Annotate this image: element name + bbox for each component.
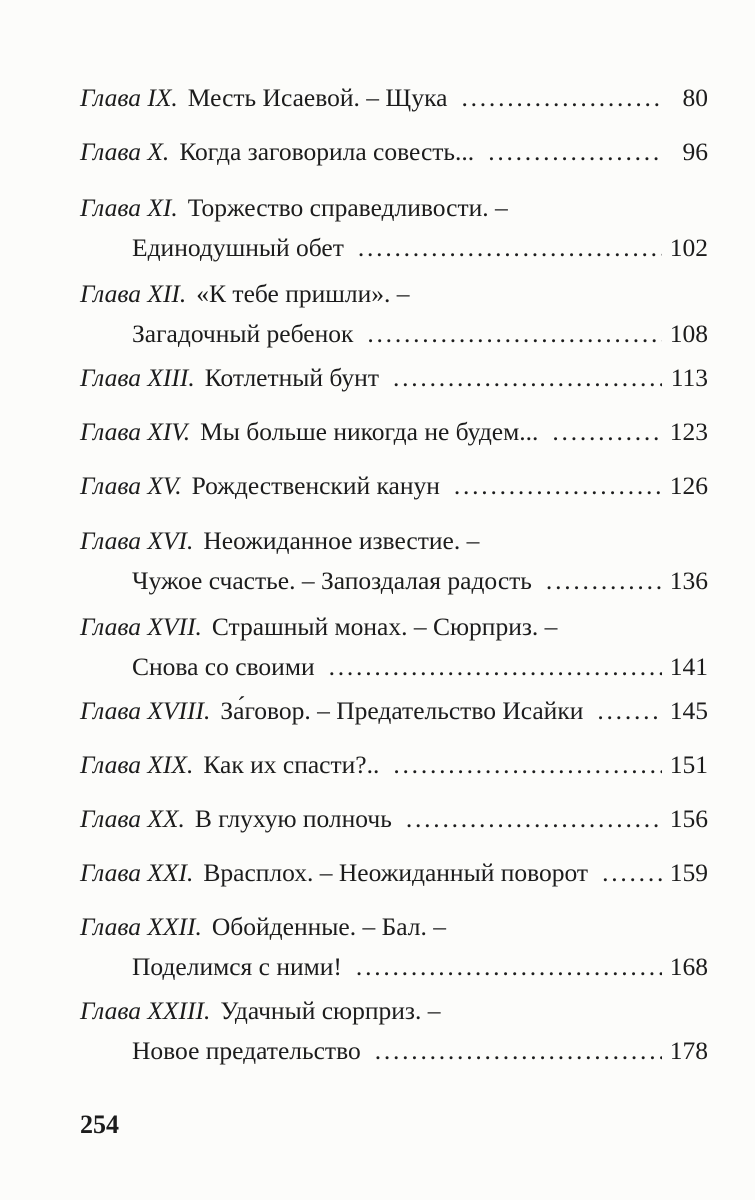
toc-entry bbox=[80, 521, 708, 601]
chapter-title: Обойденные. – Бал. – bbox=[211, 912, 446, 941]
page-ref: 151 bbox=[669, 750, 708, 779]
chapter-title: Мы больше никогда не будем... bbox=[200, 417, 539, 446]
chapter-label: Глава IX. bbox=[80, 83, 178, 112]
chapter-label: Глава XVII. bbox=[80, 612, 202, 641]
toc-entry bbox=[80, 907, 708, 987]
chapter-title: За́говор. – Предательство Исайки bbox=[220, 696, 584, 725]
chapter-title: «К тебе пришли». – bbox=[196, 279, 410, 308]
chapter-title: Месть Исаевой. – Щука bbox=[187, 83, 448, 112]
toc-line bbox=[80, 466, 708, 506]
chapter-title: Чужое счастье. – Запоздалая радость bbox=[132, 566, 532, 595]
toc-entry bbox=[80, 607, 708, 687]
toc-entry bbox=[80, 78, 708, 118]
chapter-title: Новое предательство bbox=[132, 1036, 361, 1065]
dot-leader bbox=[393, 745, 662, 785]
toc-entry bbox=[80, 132, 708, 172]
dot-leader bbox=[552, 412, 662, 452]
dot-leader bbox=[597, 691, 662, 731]
toc-line bbox=[80, 188, 708, 228]
chapter-title: Как их спасти?.. bbox=[203, 750, 380, 779]
chapter-title: Котлетный бунт bbox=[204, 363, 379, 392]
chapter-title: Рождественский канун bbox=[191, 471, 440, 500]
chapter-label: Глава XIX. bbox=[80, 750, 194, 779]
chapter-title: Единодушный обет bbox=[132, 233, 344, 262]
chapter-label: Глава XII. bbox=[80, 279, 187, 308]
toc-line bbox=[80, 358, 708, 398]
toc-line bbox=[80, 1031, 708, 1071]
toc-line bbox=[80, 132, 708, 172]
chapter-title: Загадочный ребенок bbox=[132, 319, 354, 348]
page-ref: 96 bbox=[682, 137, 708, 166]
toc-line bbox=[80, 991, 708, 1031]
toc-line bbox=[80, 314, 708, 354]
toc-entry bbox=[80, 188, 708, 268]
chapter-title: Удачный сюрприз. – bbox=[220, 996, 441, 1025]
toc-line bbox=[80, 907, 708, 947]
toc-line bbox=[80, 228, 708, 268]
dot-leader bbox=[375, 1031, 662, 1071]
toc-line bbox=[80, 561, 708, 601]
page-ref: 113 bbox=[670, 363, 708, 392]
toc-line bbox=[80, 521, 708, 561]
toc-entry bbox=[80, 274, 708, 354]
chapter-label: Глава XVI. bbox=[80, 526, 194, 555]
chapter-label: Глава XXIII. bbox=[80, 996, 211, 1025]
dot-leader bbox=[454, 466, 662, 506]
chapter-title: Торжество справедливости. – bbox=[187, 193, 508, 222]
page-number: 254 bbox=[80, 1110, 119, 1139]
toc-entry bbox=[80, 691, 708, 731]
chapter-label: Глава XIV. bbox=[80, 417, 191, 446]
dot-leader bbox=[393, 358, 662, 398]
chapter-label: Глава XV. bbox=[80, 471, 182, 500]
dot-leader bbox=[602, 853, 662, 893]
dot-leader bbox=[546, 561, 662, 601]
page-ref: 80 bbox=[682, 83, 708, 112]
dot-leader bbox=[358, 228, 662, 268]
toc-entry bbox=[80, 358, 708, 398]
toc-entry bbox=[80, 412, 708, 452]
page-ref: 123 bbox=[669, 417, 708, 446]
toc-line bbox=[80, 691, 708, 731]
chapter-label: Глава XVIII. bbox=[80, 696, 211, 725]
dot-leader bbox=[329, 647, 662, 687]
chapter-label: Глава XIII. bbox=[80, 363, 195, 392]
page-ref: 102 bbox=[669, 233, 708, 262]
toc-line bbox=[80, 412, 708, 452]
toc-line bbox=[80, 607, 708, 647]
toc-entry bbox=[80, 745, 708, 785]
toc-line bbox=[80, 274, 708, 314]
toc-line bbox=[80, 647, 708, 687]
page-ref: 126 bbox=[669, 471, 708, 500]
chapter-label: Глава XX. bbox=[80, 804, 185, 833]
page-ref: 159 bbox=[669, 858, 708, 887]
dot-leader bbox=[356, 947, 662, 987]
dot-leader bbox=[461, 78, 662, 118]
toc-line bbox=[80, 78, 708, 118]
chapter-label: Глава XXI. bbox=[80, 858, 194, 887]
toc-entry bbox=[80, 991, 708, 1071]
page-ref: 136 bbox=[669, 566, 708, 595]
toc-entry bbox=[80, 466, 708, 506]
chapter-title: Врасплох. – Неожиданный поворот bbox=[203, 858, 589, 887]
chapter-title: Снова со своими bbox=[132, 652, 315, 681]
page-ref: 156 bbox=[669, 804, 708, 833]
chapter-label: Глава XXII. bbox=[80, 912, 202, 941]
chapter-title: Неожиданное известие. – bbox=[203, 526, 480, 555]
page-ref: 141 bbox=[669, 652, 708, 681]
chapter-title: Когда заговорила совесть... bbox=[179, 137, 475, 166]
toc-entry bbox=[80, 853, 708, 893]
page-ref: 108 bbox=[669, 319, 708, 348]
toc-entry bbox=[80, 799, 708, 839]
page-ref: 145 bbox=[669, 696, 708, 725]
dot-leader bbox=[488, 132, 662, 172]
toc-line bbox=[80, 745, 708, 785]
toc-line bbox=[80, 947, 708, 987]
toc-line bbox=[80, 853, 708, 893]
page-ref: 178 bbox=[669, 1036, 708, 1065]
dot-leader bbox=[367, 314, 662, 354]
toc-line bbox=[80, 799, 708, 839]
chapter-title: Поделимся с ними! bbox=[132, 952, 342, 981]
chapter-label: Глава X. bbox=[80, 137, 170, 166]
chapter-title: В глухую полночь bbox=[194, 804, 392, 833]
chapter-label: Глава XI. bbox=[80, 193, 178, 222]
page-ref: 168 bbox=[669, 952, 708, 981]
dot-leader bbox=[406, 799, 662, 839]
chapter-title: Страшный монах. – Сюрприз. – bbox=[211, 612, 558, 641]
